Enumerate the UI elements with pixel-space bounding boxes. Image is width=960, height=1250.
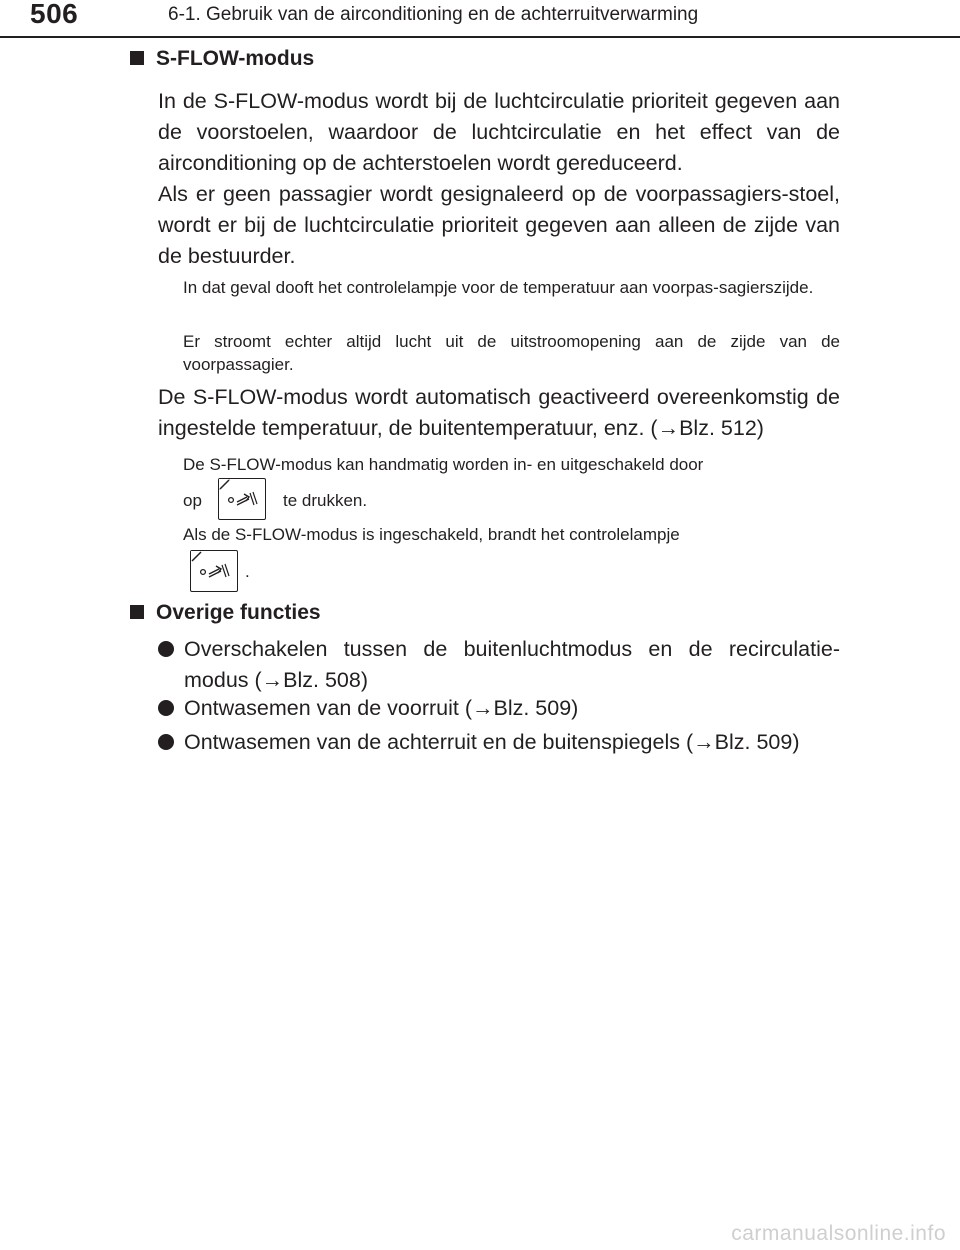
page-number: 506 — [30, 0, 79, 29]
s-flow-icon — [219, 479, 267, 521]
section-title-s-flow: S-FLOW-modus — [130, 47, 314, 71]
list-item: Ontwasemen van de achterruit en de buitenspiegels (→Blz. 509) — [158, 727, 840, 758]
note-airflow: Er stroomt echter altijd lucht uit de uitstroomopening aan de zijde van de voorpassagier. — [183, 332, 840, 374]
note-indicator-on: Als de S-FLOW-modus is ingeschakeld, brandt het controlelampje — [183, 525, 680, 544]
bullet-icon — [158, 734, 174, 750]
bullet-icon — [158, 641, 174, 657]
note-indicator-off: In dat geval dooft het controlelampje voor de temperatuur aan voorpas-sagierszijde. — [183, 278, 814, 297]
section-title-other-functions: Overige functies — [130, 601, 321, 625]
watermark: carmanualsonline.info — [731, 1222, 946, 1245]
chapter-title: 6-1. Gebruik van de airconditioning en de achterruitverwarming — [168, 4, 699, 25]
bullet-icon — [158, 700, 174, 716]
page-header — [0, 0, 960, 40]
s-flow-button — [218, 478, 266, 520]
paragraph-auto-activation: De S-FLOW-modus wordt automatisch geactiveerd overeenkomstig de ingestelde temperatuur, de buitentemperatuur, enz. (→Blz. 512) — [158, 385, 840, 440]
note-press-text: te drukken. — [283, 491, 368, 510]
note-manual-toggle: De S-FLOW-modus kan handmatig worden in- en uitgeschakeld door — [183, 455, 704, 474]
section-square-icon — [130, 51, 144, 65]
note-op-text: op — [183, 491, 202, 510]
list-item: Overschakelen tussen de buitenluchtmodus en de recirculatie-modus (→Blz. 508) — [158, 634, 840, 696]
section-square-icon — [130, 605, 144, 619]
paragraph-no-passenger: Als er geen passagier wordt gesignaleerd op de voorpassagiers-stoel, wordt er bij de luchtcirculatie prioriteit gegeven aan alleen de zijde van de bestuurder. — [158, 182, 840, 268]
s-flow-indicator-icon — [191, 551, 239, 593]
header-divider — [0, 36, 960, 38]
paragraph-s-flow-intro: In de S-FLOW-modus wordt bij de luchtcirculatie prioriteit gegeven aan de voorstoelen, waardoor de luchtcirculatie en het effect van de airconditioning op de achterstoelen wordt gereduceerd. — [158, 89, 840, 175]
note-period: . — [245, 562, 250, 581]
s-flow-indicator — [190, 550, 238, 592]
list-item: Ontwasemen van de voorruit (→Blz. 509) — [158, 693, 840, 724]
